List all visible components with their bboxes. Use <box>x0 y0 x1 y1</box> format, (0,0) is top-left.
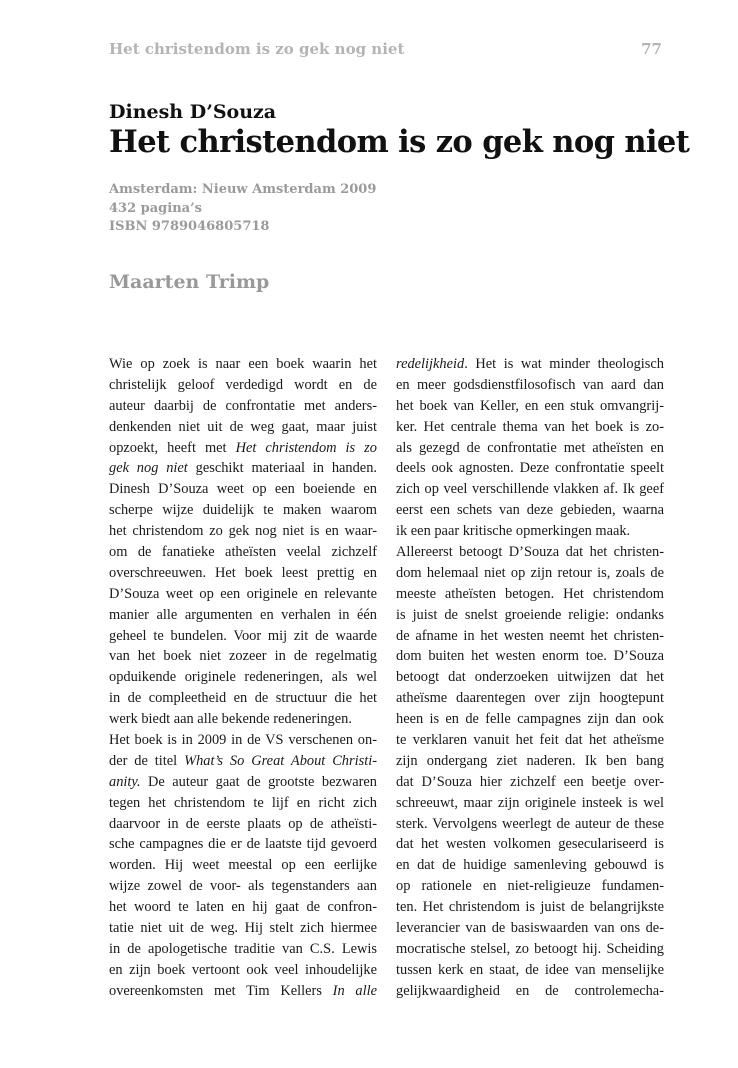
text-line: van het boek niet zozeer in de regelmatig <box>109 648 377 665</box>
text-line: atheïsme daarentegen over zijn hoogtepunt <box>396 690 664 707</box>
text-line: leverancier van de basiswaarden van ons de- <box>396 920 664 937</box>
text-line: de afname in het westen neemt het christen- <box>396 627 664 644</box>
text-line <box>109 438 377 459</box>
text-line: tatie niet uit de weg. Hij stelt zich hiermee <box>109 920 377 937</box>
reviewer-name: Maarten Trimp <box>109 271 270 293</box>
text-line <box>109 751 377 772</box>
text-line: Allereerst betoogt D’Souza dat het christen- <box>396 544 664 561</box>
text-line: mocratische stelsel, zo betoogt hij. Scheiding <box>396 940 664 957</box>
text-line <box>109 458 377 479</box>
page-number: 77 <box>641 40 662 58</box>
text-line: scherpe wijze duidelijk te maken waarom <box>109 502 377 519</box>
text-line: D’Souza weet op een originele en relevante <box>109 585 377 602</box>
text-line: eerst een schets van deze gebieden, waarna <box>396 502 664 519</box>
text-line: en zijn boek vertoont ook veel inhoudelijke <box>109 961 377 978</box>
italic-segment: In alle <box>332 982 377 999</box>
text-line: dat het westen volkomen geseculariseerd is <box>396 836 664 853</box>
text-line: te verklaren vanuit het feit dat het atheïsme <box>396 732 664 749</box>
publisher-line: Amsterdam: Nieuw Amsterdam 2009 <box>109 182 377 197</box>
text-line: tussen kerk en staat, de idee van menselijke <box>396 961 664 978</box>
text-line <box>109 981 377 1002</box>
text-line: zijn ondergang ziet naderen. Ik ben bang <box>396 752 664 769</box>
body-column-right <box>396 354 664 1002</box>
isbn: ISBN 9789046805718 <box>109 219 270 234</box>
text-line: ik een paar kritische opmerkingen maak. <box>396 523 631 540</box>
text-line: het christendom zo gek nog niet is en waar- <box>109 523 377 540</box>
text-line: daarvoor in de eerste plaats op de atheïsti- <box>109 815 377 832</box>
text-segment: . Het is wat minder theologisch <box>464 356 664 372</box>
italic-segment: Het christendom is zo <box>235 439 377 456</box>
text-line: deels ook agnosten. Deze confrontatie speelt <box>396 460 664 477</box>
text-line: zich op veel verschillende vlakken af. Ik geef <box>396 481 664 498</box>
text-line: heen is en de felle campagnes zijn dan ook <box>396 711 664 728</box>
text-line: worden. Hij weet meestal op een eerlijke <box>109 857 377 874</box>
text-line: in de apologetische traditie van C.S. Lewis <box>109 940 377 957</box>
text-segment: overeenkomsten met Tim Kellers <box>109 982 333 999</box>
text-line: denkenden niet uit de weg gaat, maar juist <box>109 418 377 435</box>
text-line: tegen het christendom te lijf en richt zich <box>109 794 377 811</box>
italic-segment: redelijkheid <box>396 356 465 372</box>
text-line: opduikende originele redeneringen, als wel <box>109 669 377 686</box>
text-line: betoogt dat onderzoeken uitwijzen dat het <box>396 669 664 686</box>
text-line: schreeuwt, maar zijn originele insteek is wel <box>396 794 664 811</box>
text-line: om de fanatieke atheïsten veelal zichzelf <box>109 544 377 561</box>
text-line: sche campagnes die er de laatste tijd gevoerd <box>109 836 377 853</box>
text-line: manier alle argumenten en verhalen in één <box>109 606 377 623</box>
running-head-title: Het christendom is zo gek nog niet <box>109 40 405 58</box>
publication-info <box>109 181 376 237</box>
text-line: auteur daarbij de confrontatie met anders- <box>109 397 377 414</box>
text-line: het boek van Keller, en een stuk omvangrij- <box>396 397 664 414</box>
text-line: ten. Het christendom is juist de belangrijkste <box>396 899 664 916</box>
text-line: dom helemaal niet op zijn retour is, zoals de <box>396 564 664 581</box>
text-line: gelijkwaardigheid en de controlemecha- <box>396 982 664 999</box>
italic-segment: What’s So Great About Christi- <box>184 752 377 769</box>
text-segment: De auteur gaat de grootste bezwaren <box>140 773 377 790</box>
text-line: Wie op zoek is naar een boek waarin het <box>109 356 377 372</box>
text-line: het woord te laten en hij gaat de confron- <box>109 899 377 916</box>
text-segment: geschikt materiaal in handen. <box>187 460 377 477</box>
text-line: Het boek is in 2009 in de VS verschenen on- <box>109 732 377 749</box>
text-line: dom buiten het westen enorm toe. D’Souza <box>396 648 664 665</box>
text-line: op rationele en niet-religieuze fundamen- <box>396 878 664 895</box>
text-line <box>109 772 377 793</box>
book-author: Dinesh D’Souza <box>109 101 277 123</box>
body-column-left <box>109 354 377 1002</box>
text-line: meeste atheïsten betogen. Het christendom <box>396 585 664 602</box>
text-line: sterk. Vervolgens weerlegt de auteur de these <box>396 815 664 832</box>
text-line <box>396 354 664 375</box>
text-line: en dat de huidige samenleving gebouwd is <box>396 857 664 874</box>
book-title: Het christendom is zo gek nog niet <box>109 124 690 160</box>
italic-segment: anity. <box>109 773 141 790</box>
text-line: dat D’Souza hier zichzelf een beetje over- <box>396 773 664 790</box>
page-count: 432 pagina’s <box>109 200 202 216</box>
text-segment: der de titel <box>109 752 185 769</box>
text-line: werk biedt aan alle bekende redeneringen. <box>109 711 352 728</box>
italic-segment: gek nog niet <box>109 460 188 477</box>
text-line: christelijk geloof verdedigd wordt en de <box>109 376 377 393</box>
text-line: wijze zowel de voor- als tegenstanders aan <box>109 878 377 895</box>
text-line: ker. Het centrale thema van het boek is zo- <box>396 418 664 435</box>
text-line: is juist de snelst groeiende religie: ondanks <box>396 606 664 623</box>
text-line: als gezegd de confrontatie met atheïsten en <box>396 439 664 456</box>
text-line: overschreeuwen. Het boek leest prettig en <box>109 564 377 581</box>
text-line: Dinesh D’Souza weet op een boeiende en <box>109 481 377 498</box>
text-segment: opzoekt, heeft met <box>109 439 236 456</box>
text-line: in de compleetheid en de structuur die het <box>109 690 377 707</box>
text-line: en meer godsdienstfilosofisch van aard dan <box>396 376 664 393</box>
text-line: geheel te bundelen. Voor mij zit de waarde <box>109 627 377 644</box>
